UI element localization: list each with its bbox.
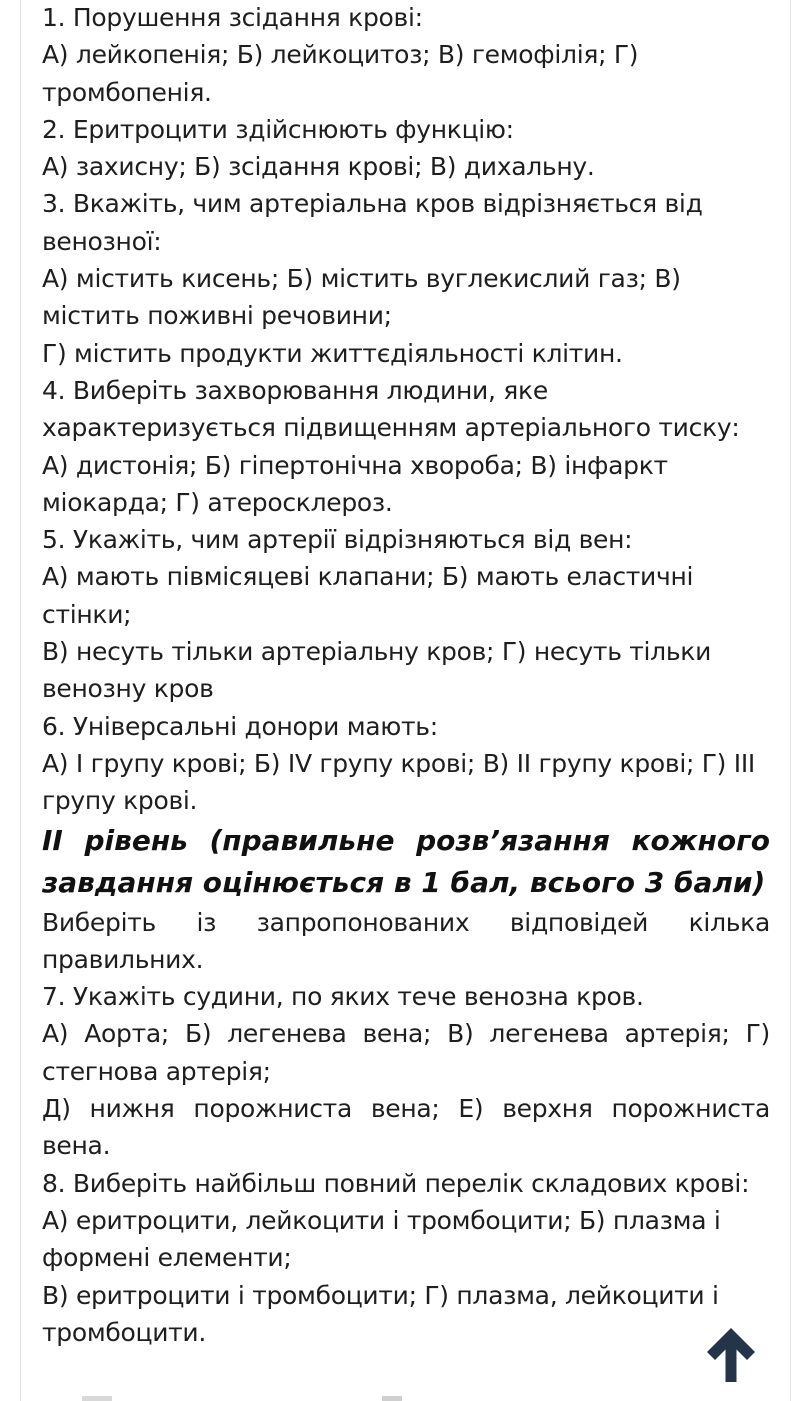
question-1: 1. Порушення зсідання крові: — [42, 3, 423, 32]
answers-1: А) лейкопенія; Б) лейкоцитоз; В) гемофілія; Г) тромбопенія. — [42, 40, 639, 107]
question-8: 8. Виберіть найбільш повний перелік складових крові: — [42, 1168, 750, 1198]
page-left-border — [20, 0, 21, 1401]
page-right-border — [790, 0, 791, 1401]
answers-2: А) захисну; Б) зсідання крові; В) дихальну. — [42, 152, 595, 182]
question-3: 3. Вкажіть, чим артеріальна кров відрізняється від венозної: — [42, 189, 703, 256]
question-4: 4. Виберіть захворювання людини, яке характеризується підвищенням артеріального тиску: — [42, 375, 740, 443]
answers-3-part-1: А) містить кисень; Б) містить вуглекислий газ; В) містить поживні речовини; — [42, 264, 681, 331]
answers-7-part-1: А) Аорта; Б) легенева вена; В) легенева артерія; Г) стегнова артерія; — [42, 1019, 770, 1086]
answers-6: А) І групу крові; Б) ІV групу крові; В) ІІ групу крові; Г) ІІІ групу крові. — [42, 748, 756, 816]
answers-5-part-1: А) мають півмісяцеві клапани; Б) мають еластичні стінки; — [42, 562, 694, 629]
level-2-instruction: Виберіть із запропонованих відповідей кілька правильних. — [42, 907, 770, 974]
question-2: 2. Еритроцити здійснюють функцію: — [42, 114, 514, 144]
answers-8-part-1: А) еритроцити, лейкоцити і тромбоцити; Б) плазма і формені елементи; — [42, 1205, 721, 1273]
cut-off-next-line — [42, 1396, 522, 1401]
scroll-to-top-button[interactable] — [703, 1324, 759, 1384]
question-7: 7. Укажіть судини, по яких тече венозна кров. — [42, 982, 644, 1012]
answers-8-part-2: В) еритроцити і тромбоцити; Г) плазма, лейкоцити і тромбоцити. — [42, 1280, 719, 1347]
test-document — [42, 0, 770, 1351]
answers-5-part-2: В) несуть тільки артеріальну кров; Г) несуть тільки венозну кров — [42, 637, 712, 704]
answers-7-part-2: Д) нижня порожниста вена; Е) верхня порожниста вена. — [42, 1094, 770, 1161]
question-6: 6. Універсальні донори мають: — [42, 711, 438, 741]
level-2-heading: ІІ рівень (правильне розв’язання кожного завдання оцінюється в 1 бал, всього 3 бали) — [42, 823, 770, 899]
arrow-up-icon — [703, 1324, 759, 1384]
question-5: 5. Укажіть, чим артерії відрізняються від вен: — [42, 525, 633, 555]
answers-3-part-2: Г) містить продукти життєдіяльності клітин. — [42, 338, 623, 368]
answers-4: А) дистонія; Б) гіпертонічна хвороба; В) інфаркт міокарда; Г) атеросклероз. — [42, 450, 668, 517]
